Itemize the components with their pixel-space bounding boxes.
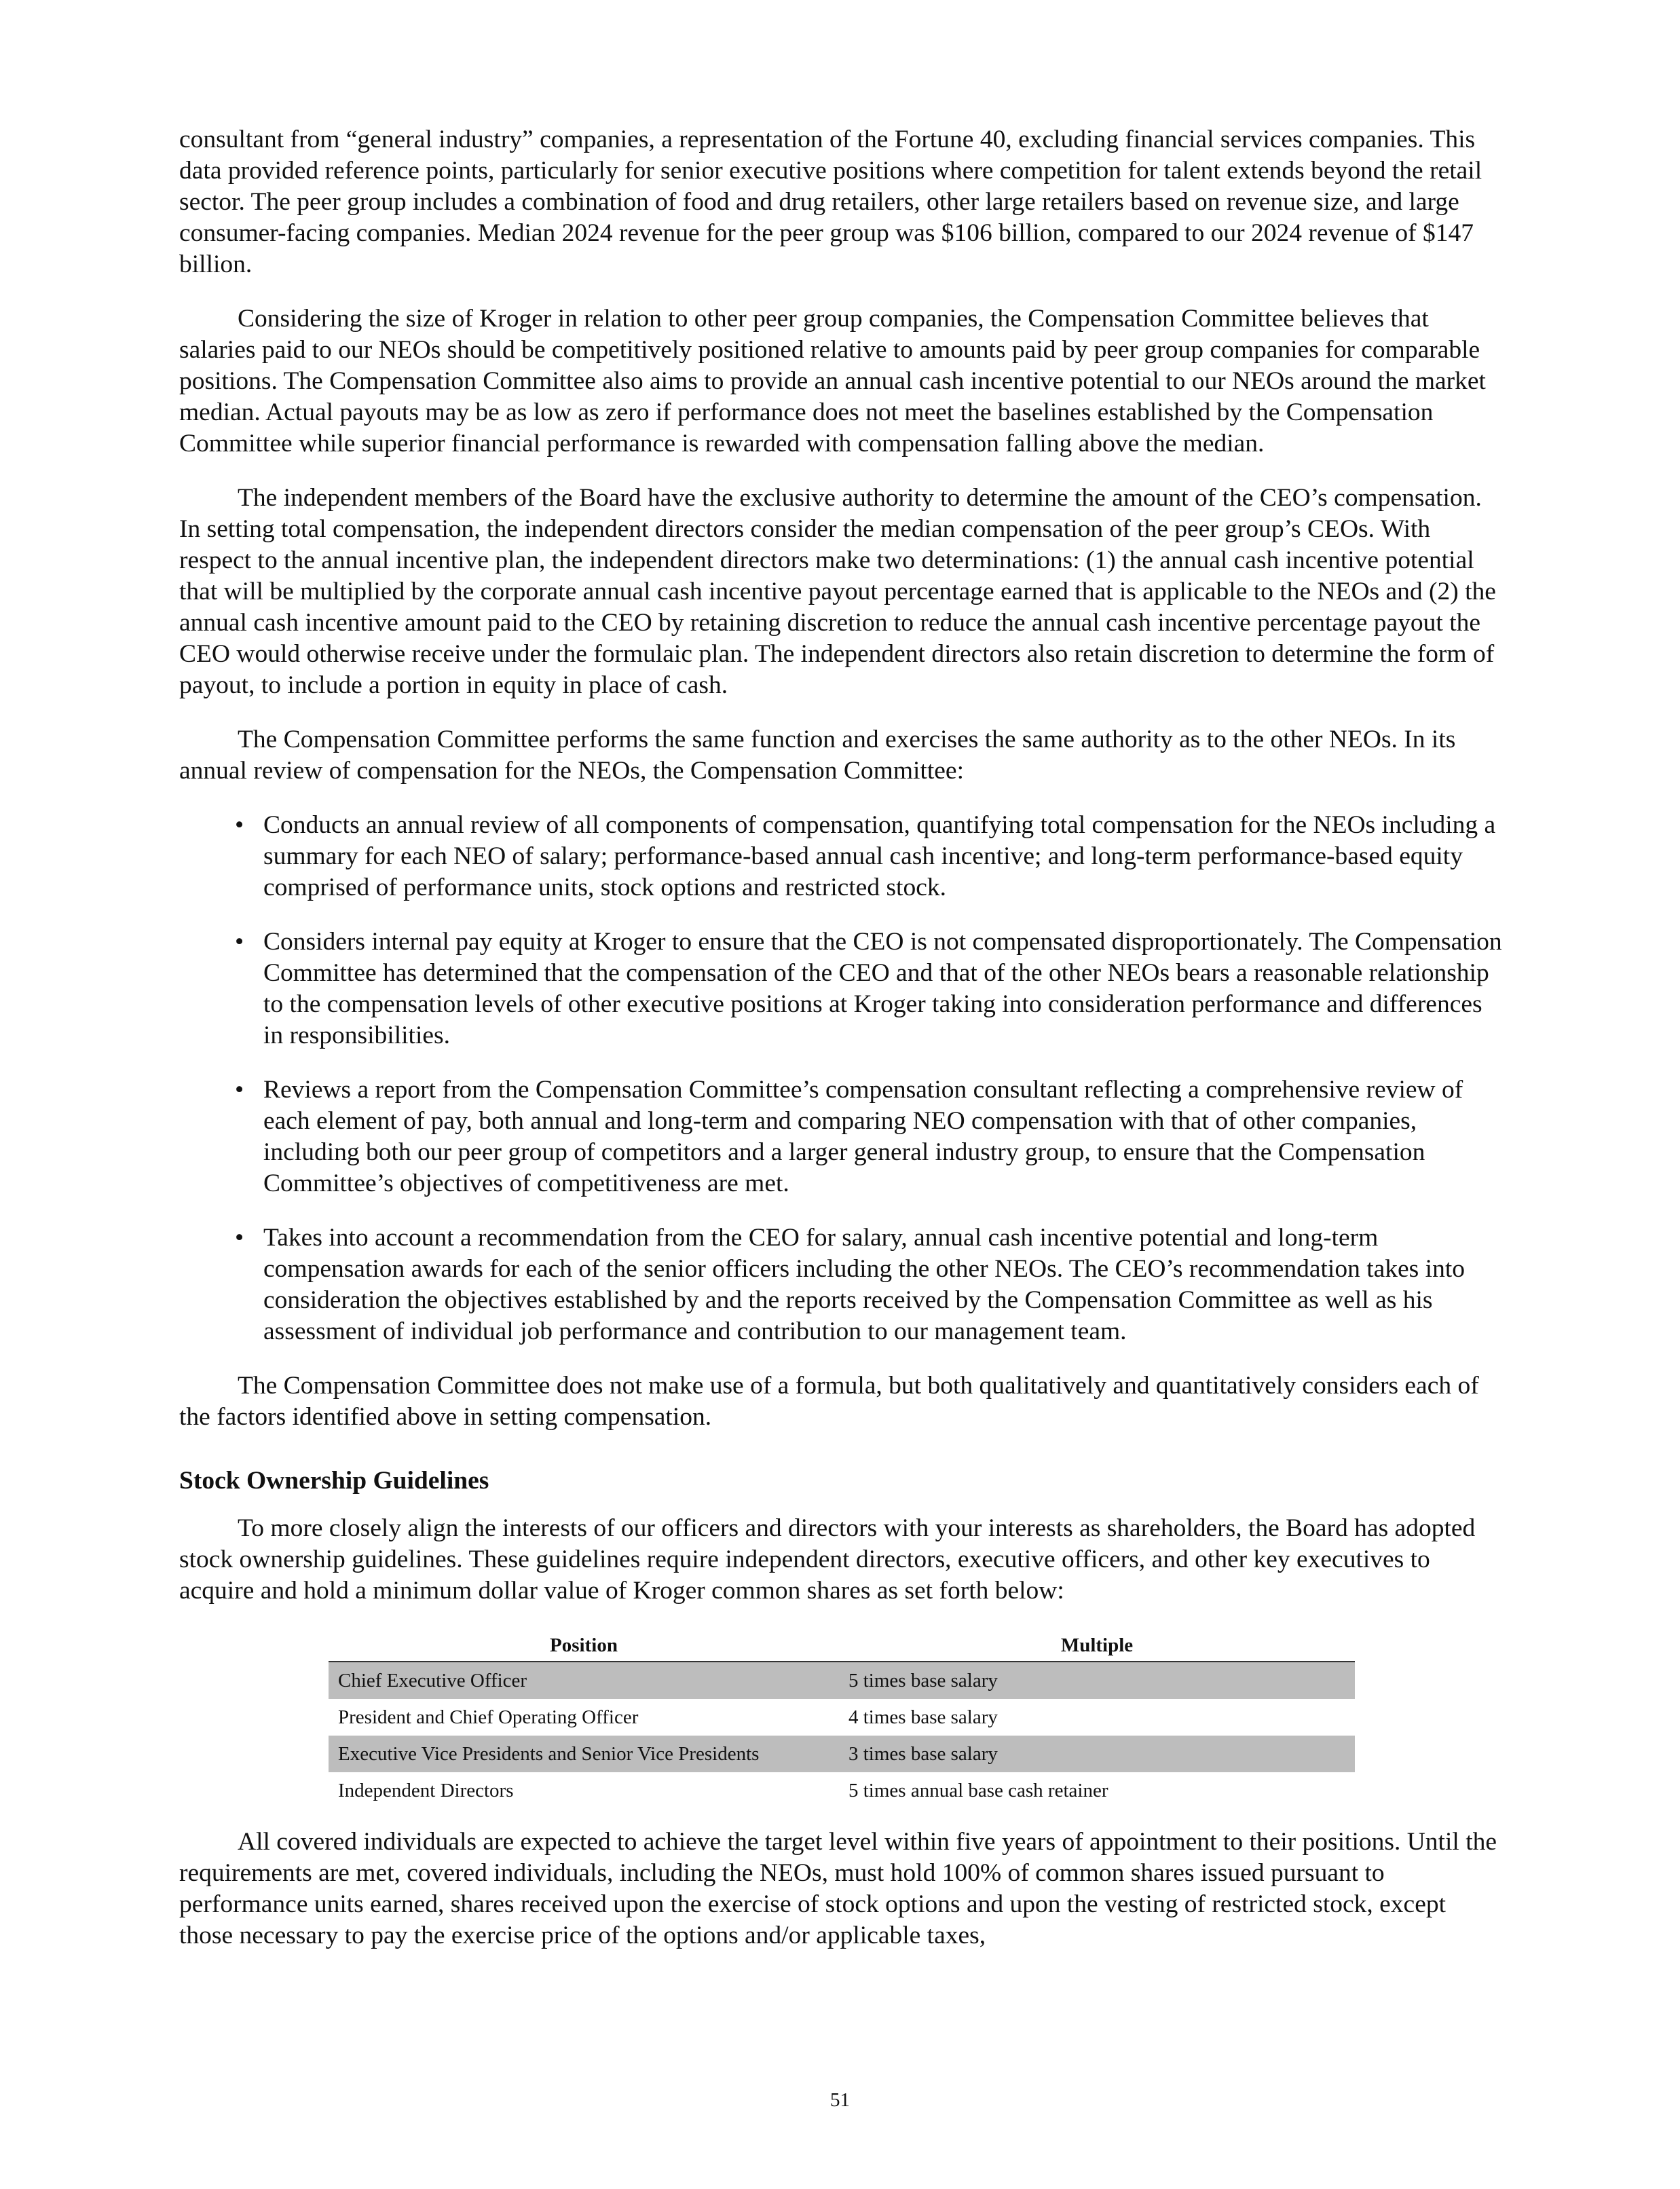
paragraph-holding-requirements: All covered individuals are expected to achieve the target level within five years of appointment to their positions. Until the requirements are met, covered individuals, including the NEOs, must hold 100% of common shares issued pursuant to performance units earned, shares received upon the exercise of stock options and upon the vesting of restricted stock, except those necessary to pay the exercise price of the options and/or applicable taxes, bbox=[179, 1828, 1497, 1949]
list-item-text: Reviews a report from the Compensation Committee’s compensation consultant reflecting a comprehensive review of each element of pay, both annual and long-term and comparing NEO compensation with that of other companies, including both our peer group of competitors and a larger general industry group, to ensure that the Compensation Committee’s objectives of competitiveness are met. bbox=[263, 1076, 1463, 1197]
paragraph-ceo-compensation: The independent members of the Board have the exclusive authority to determine the amount of the CEO’s compensation. In setting total compensation, the independent directors consider the median compensation of the peer group’s CEOs. With respect to the annual incentive plan, the independent directors make two determinations: (1) the annual cash incentive potential that will be multiplied by the corporate annual cash incentive payout percentage earned that is applicable to the NEOs and (2) the annual cash incentive amount paid to the CEO by retaining discretion to reduce the annual cash incentive percentage payout the CEO would otherwise receive under the formulaic plan. The independent directors also retain discretion to determine the form of payout, to include a portion in equity in place of cash. bbox=[179, 484, 1496, 699]
page-number: 51 bbox=[830, 2089, 850, 2111]
committee-review-list bbox=[179, 810, 1503, 1347]
paragraph-peer-group: consultant from “general industry” companies, a representation of the Fortune 40, excluding financial services companies. This data provided reference points, particularly for senior executive positions where competition for talent extends beyond the retail sector. The peer group includes a combination of food and drug retailers, other large retailers based on revenue size, and large consumer-facing companies. Median 2024 revenue for the peer group was $106 billion, compared to our 2024 revenue of $147 billion. bbox=[179, 126, 1482, 278]
list-item-text: Conducts an annual review of all components of compensation, quantifying total compensation for the NEOs including a summary for each NEO of salary; performance-based annual cash incentive; and long-term performance-based equity comprised of performance units, stock options and restricted stock. bbox=[263, 811, 1496, 901]
table-row bbox=[329, 1772, 1355, 1809]
cell-multiple: 5 times base salary bbox=[839, 1662, 1355, 1699]
table-row bbox=[329, 1662, 1355, 1699]
table-row bbox=[329, 1699, 1355, 1736]
table-row bbox=[329, 1736, 1355, 1772]
list-item bbox=[179, 810, 1503, 903]
cell-multiple: 5 times annual base cash retainer bbox=[848, 1780, 1108, 1801]
paragraph-salary-positioning: Considering the size of Kroger in relation to other peer group companies, the Compensation Committee believes that salaries paid to our NEOs should be competitively positioned relative to amounts paid by peer group companies for comparable positions. The Compensation Committee also aims to provide an annual cash incentive potential to our NEOs around the market median. Actual payouts may be as low as zero if performance does not meet the baselines established by the Compensation Committee while superior financial performance is rewarded with compensation falling above the median. bbox=[179, 305, 1486, 457]
cell-position: Independent Directors bbox=[338, 1780, 514, 1801]
list-item bbox=[179, 1074, 1503, 1199]
column-header-position: Position bbox=[329, 1630, 839, 1662]
cell-multiple: 4 times base salary bbox=[848, 1706, 998, 1728]
list-item bbox=[179, 927, 1503, 1051]
cell-position: Executive Vice Presidents and Senior Vice Presidents bbox=[329, 1736, 839, 1772]
paragraph-no-formula: The Compensation Committee does not make use of a formula, but both qualitatively and quantitatively considers each of the factors identified above in setting compensation. bbox=[179, 1372, 1479, 1431]
cell-position: President and Chief Operating Officer bbox=[338, 1706, 639, 1728]
ownership-guidelines-table bbox=[329, 1630, 1355, 1809]
list-item-text: Takes into account a recommendation from the CEO for salary, annual cash incentive potential and long-term compensation awards for each of the senior officers including the other NEOs. The CEO’s recommendation takes into consideration the objectives established by and the reports received by the Compensation Committee as well as his assessment of individual job performance and contribution to our management team. bbox=[263, 1224, 1465, 1345]
table-header-row bbox=[329, 1630, 1355, 1662]
column-header-multiple: Multiple bbox=[839, 1630, 1355, 1662]
list-item-text: Considers internal pay equity at Kroger to ensure that the CEO is not compensated disproportionately. The Compensation Committee has determined that the compensation of the CEO and that of the other NEOs bears a reasonable relationship to the compensation levels of other executive positions at Kroger taking into consideration performance and differences in responsibilities. bbox=[263, 928, 1502, 1049]
bullet-icon: • bbox=[235, 1076, 244, 1104]
cell-position: Chief Executive Officer bbox=[329, 1662, 839, 1699]
paragraph-ownership-intro: To more closely align the interests of our officers and directors with your interests as shareholders, the Board has adopted stock ownership guidelines. These guidelines require independent directors, executive officers, and other key executives to acquire and hold a minimum dollar value of Kroger common shares as set forth below: bbox=[179, 1514, 1476, 1605]
bullet-icon: • bbox=[235, 928, 244, 956]
paragraph-committee-review: The Compensation Committee performs the same function and exercises the same authority as to the other NEOs. In its annual review of compensation for the NEOs, the Compensation Committee: bbox=[179, 726, 1456, 785]
document-page bbox=[179, 124, 1503, 1975]
list-item bbox=[179, 1222, 1503, 1347]
cell-multiple: 3 times base salary bbox=[839, 1736, 1355, 1772]
bullet-icon: • bbox=[235, 811, 244, 839]
section-heading: Stock Ownership Guidelines bbox=[179, 1467, 489, 1495]
bullet-icon: • bbox=[235, 1224, 244, 1252]
